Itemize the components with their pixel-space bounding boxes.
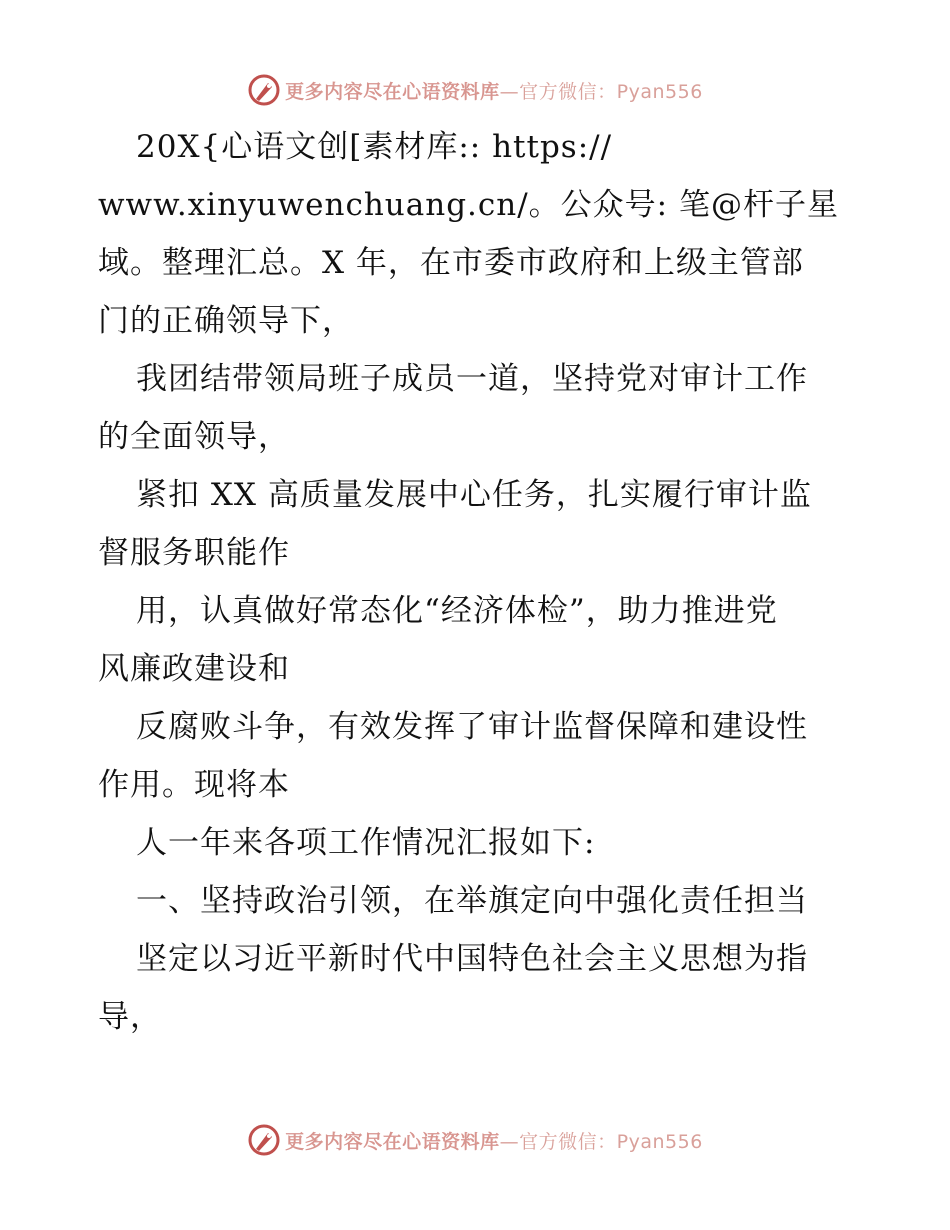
header-banner — [0, 70, 950, 110]
body-line: 域。整理汇总。X 年，在市委市政府和上级主管部 — [98, 245, 804, 281]
body-line: 门的正确领导下， — [98, 303, 354, 339]
body-line: 用，认真做好常态化“经济体检”，助力推进党 — [136, 593, 778, 629]
body-line: www.xinyuwenchuang.cn/。公众号: 笔@杆子星 — [98, 187, 839, 223]
body-line: 我团结带领局班子成员一道，坚持党对审计工作 — [136, 361, 808, 397]
body-line: 反腐败斗争，有效发挥了审计监督保障和建设性 — [136, 709, 808, 745]
body-line: 人一年来各项工作情况汇报如下: — [136, 825, 596, 861]
footer-banner-text — [285, 1127, 703, 1154]
body-line: 坚定以习近平新时代中国特色社会主义思想为指 — [136, 941, 808, 977]
body-line: 紧扣 XX 高质量发展中心任务，扎实履行审计监 — [136, 477, 812, 513]
body-line: 20X{心语文创[素材库:: https:// — [136, 129, 613, 165]
body-line: 导， — [98, 999, 162, 1035]
header-brand: 更多内容尽在心语资料库 — [285, 80, 500, 103]
footer-banner — [0, 1120, 950, 1160]
footer-wechat: 官方微信：Pyan556 — [519, 1130, 703, 1153]
body-line: 的全面领导， — [98, 419, 290, 455]
body-line: 风廉政建设和 — [98, 651, 290, 687]
document-body — [98, 118, 858, 1046]
header-banner-text — [285, 77, 703, 104]
pen-nib-logo-icon — [247, 1123, 281, 1157]
pen-nib-logo-icon — [247, 73, 281, 107]
body-line: 督服务职能作 — [98, 535, 290, 571]
footer-separator: — — [499, 1130, 520, 1153]
section-heading: 一、坚持政治引领，在举旗定向中强化责任担当 — [136, 883, 808, 919]
footer-brand: 更多内容尽在心语资料库 — [285, 1130, 500, 1153]
header-wechat: 官方微信：Pyan556 — [519, 80, 703, 103]
body-line: 作用。现将本 — [98, 767, 290, 803]
header-separator: — — [499, 80, 520, 103]
